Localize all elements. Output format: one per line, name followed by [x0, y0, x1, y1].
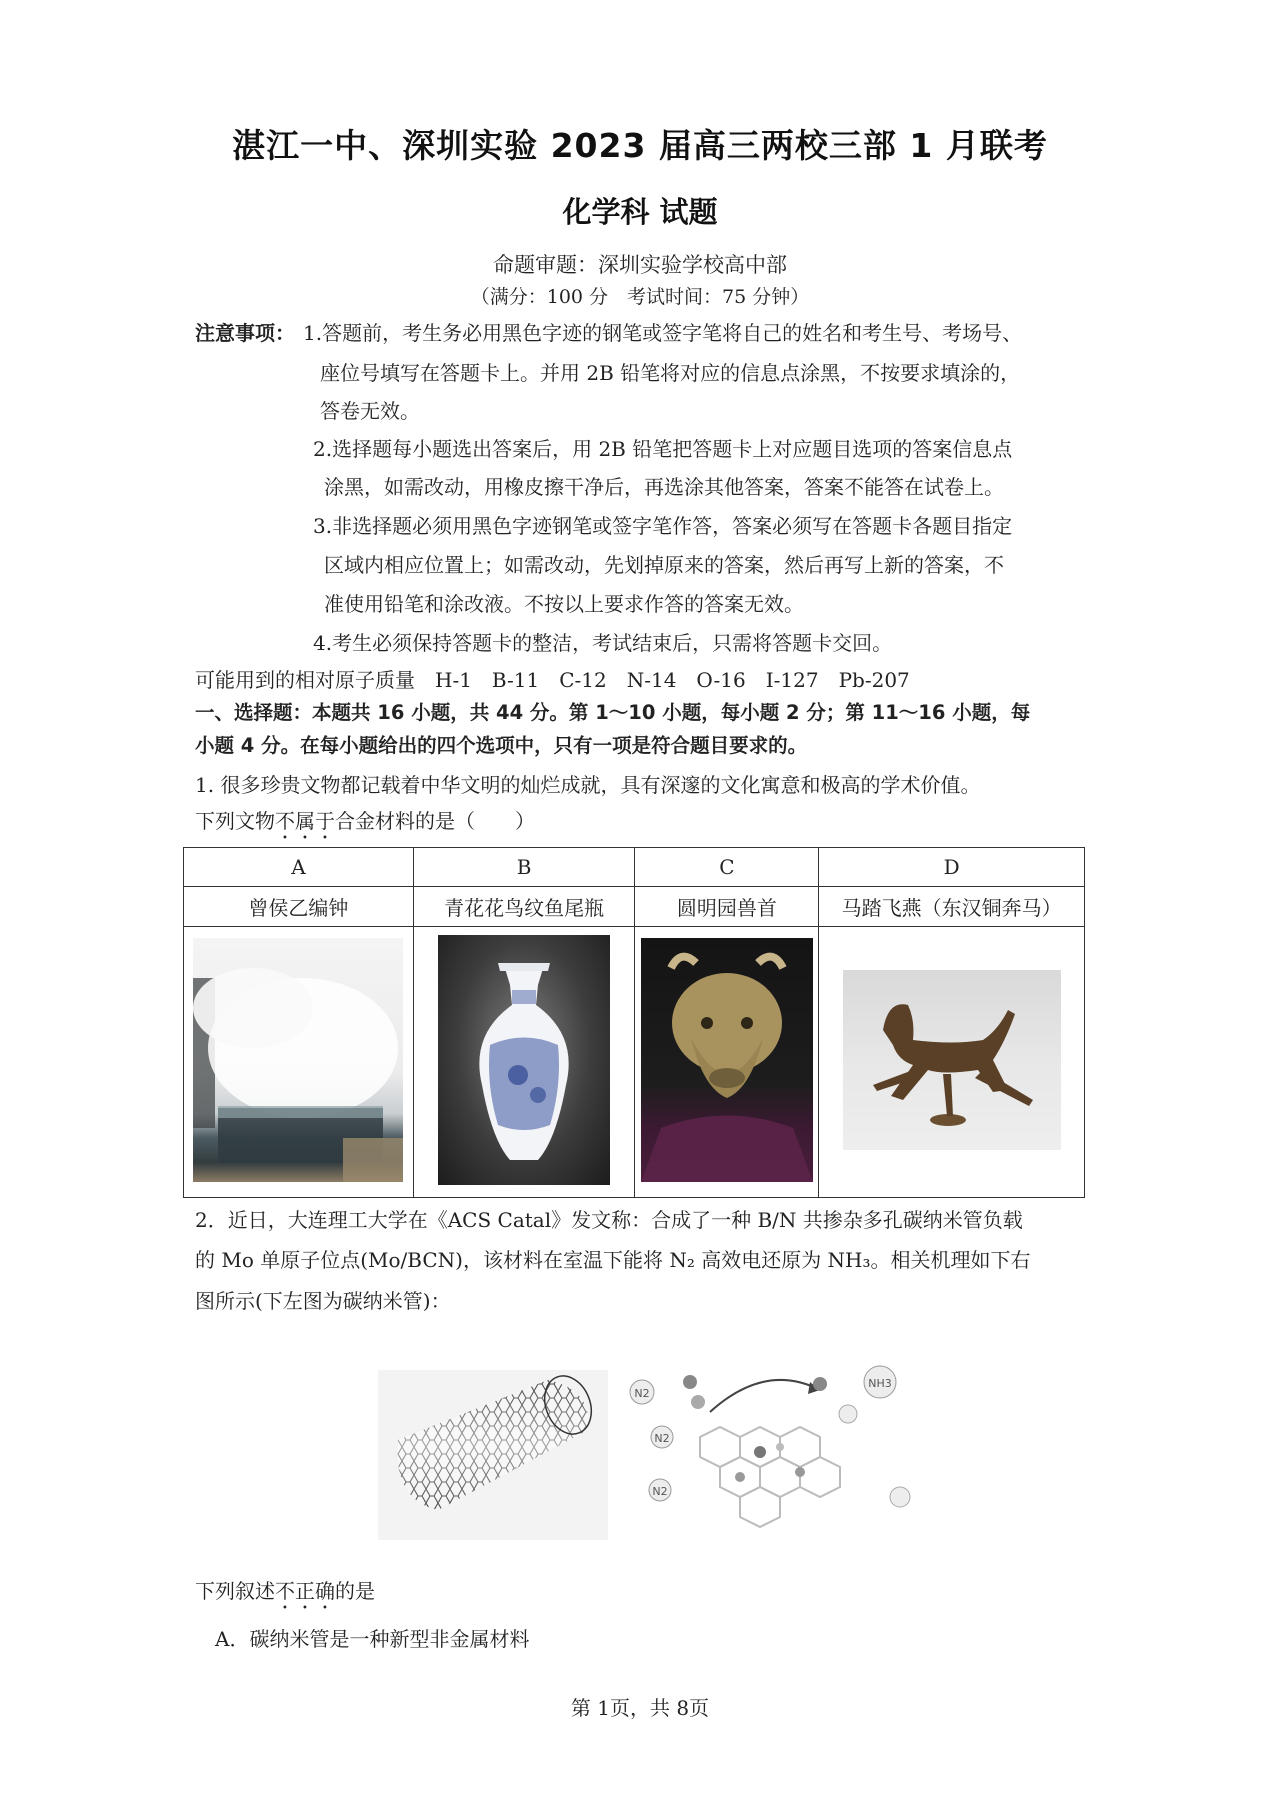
option-image-cell-c — [635, 927, 819, 1198]
q1-options-table — [183, 847, 1085, 1198]
atomic-masses: 可能用到的相对原子质量 H-1 B-11 C-12 N-14 O-16 I-127 Pb-207 — [195, 668, 910, 692]
note-3-line-2: 区域内相应位置上；如需改动，先划掉原来的答案，然后再写上新的答案，不 — [324, 553, 1004, 577]
note-3-line-3: 准使用铅笔和涂改液。不按以上要求作答的答案无效。 — [324, 592, 804, 616]
exam-meta: （满分：100 分 考试时间：75 分钟） — [470, 286, 810, 308]
bronze-horse-photo — [843, 970, 1061, 1150]
option-image-cell-a — [184, 927, 414, 1198]
note-1-line-3: 答卷无效。 — [320, 399, 420, 423]
subject-title: 化学科 试题 — [562, 195, 718, 229]
section-1-line-2: 小题 4 分。在每小题给出的四个选项中，只有一项是符合题目要求的。 — [195, 734, 808, 757]
note-2-line-1: 2.选择题每小题选出答案后，用 2B 铅笔把答题卡上对应题目选项的答案信息点 — [313, 437, 1013, 461]
q2-line-1: 2．近日，大连理工大学在《ACS Catal》发文称：合成了一种 B/N 共掺杂多孔碳纳米管负载 — [195, 1208, 1023, 1232]
n2-label-3: N2 — [652, 1485, 668, 1498]
section-1-line-1: 一、选择题：本题共 16 小题，共 44 分。第 1～10 小题，每小题 2 分；第 11～16 小题，每 — [195, 701, 1031, 724]
q2-stem-post: 的是 — [335, 1579, 375, 1603]
q2-stem-pre: 下列叙述 — [195, 1579, 275, 1603]
q2-emphasis: 不正确 — [275, 1579, 335, 1603]
option-name-c: 圆明园兽首 — [635, 887, 819, 927]
q2-stem — [195, 1578, 375, 1614]
q1-line-2 — [195, 808, 535, 844]
note-3-line-1: 3.非选择题必须用黑色字迹钢笔或签字笔作答，答案必须写在答题卡各题目指定 — [313, 514, 1013, 538]
option-letter-c: C — [635, 848, 819, 887]
option-name-d: 马踏飞燕（东汉铜奔马） — [819, 887, 1085, 927]
bronze-head-photo — [641, 938, 813, 1182]
option-name-b: 青花花鸟纹鱼尾瓶 — [413, 887, 635, 927]
notes-label: 注意事项： — [195, 321, 295, 345]
bell-photo — [193, 938, 403, 1182]
option-letter-d: D — [819, 848, 1085, 887]
n2-label-1: N2 — [634, 1387, 650, 1400]
page-footer: 第 1页，共 8页 — [570, 1696, 710, 1720]
author-line: 命题审题：深圳实验学校高中部 — [493, 253, 787, 277]
q1-line-2-post: 合金材料的是（ ） — [335, 809, 535, 833]
note-2-line-2: 涂黑，如需改动，用橡皮擦干净后，再选涂其他答案，答案不能答在试卷上。 — [324, 475, 1004, 499]
vase-photo — [438, 935, 610, 1185]
option-letter-b: B — [413, 848, 635, 887]
n2-label-2: N2 — [654, 1432, 670, 1445]
q2-option-a: A．碳纳米管是一种新型非金属材料 — [215, 1627, 530, 1651]
option-name-a: 曾侯乙编钟 — [184, 887, 414, 927]
nh3-label: NH3 — [868, 1377, 892, 1390]
option-image-cell-d — [819, 927, 1085, 1198]
option-image-cell-b — [413, 927, 635, 1198]
q2-line-3: 图所示(下左图为碳纳米管)： — [195, 1289, 451, 1313]
exam-title: 湛江一中、深圳实验 2023 届高三两校三部 1 月联考 — [232, 126, 1048, 165]
carbon-nanotube-figure — [378, 1370, 608, 1540]
q2-line-2: 的 Mo 单原子位点(Mo/BCN)，该材料在室温下能将 N₂ 高效电还原为 NH₃。相关机理如下右 — [195, 1248, 1031, 1272]
q1-emphasis: 不属于 — [275, 809, 335, 833]
note-1-line-1: 1.答题前，考生务必用黑色字迹的钢笔或签字笔将自己的姓名和考生号、考场号、 — [303, 321, 1023, 345]
option-letter-a: A — [184, 848, 414, 887]
note-4: 4.考生必须保持答题卡的整洁，考试结束后，只需将答题卡交回。 — [313, 631, 893, 655]
note-1-line-2: 座位号填写在答题卡上。并用 2B 铅笔将对应的信息点涂黑，不按要求填涂的， — [320, 361, 1021, 385]
q1-line-1: 1. 很多珍贵文物都记载着中华文明的灿烂成就，具有深邃的文化寓意和极高的学术价值。 — [195, 773, 981, 797]
q1-line-2-pre: 下列文物 — [195, 809, 275, 833]
reaction-mechanism-figure — [620, 1362, 920, 1537]
